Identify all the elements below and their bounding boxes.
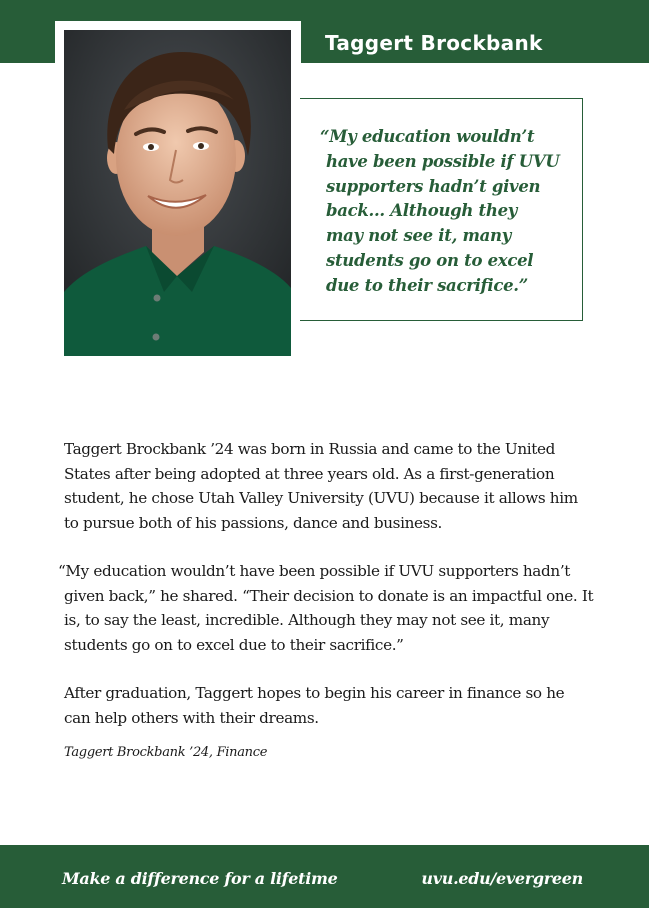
footer-url-link[interactable]: uvu.edu/evergreen — [421, 869, 583, 888]
caption: Taggert Brockbank ’24, Finance — [64, 745, 268, 760]
body-paragraph: “My education wouldn’t have been possible if UVU supporters hadn’t given back,” he shared. “Their decision to donate is an impactful one. It is, to say the least, incredible. Although they may not see it, many students go on to excel due to their sacrifice.” — [58, 562, 594, 654]
body-paragraph: Taggert Brockbank ’24 was born in Russia and came to the United States after being adopted at three years old. As a first-generation student, he chose Utah Valley University (UVU) because it allows him to pursue both of his passions, dance and business. — [64, 440, 578, 532]
body-text — [58, 437, 594, 754]
footer-band — [0, 845, 649, 908]
portrait-photo — [64, 30, 291, 356]
footer-tagline: Make a difference for a lifetime — [62, 869, 338, 888]
portrait-illustration-icon — [64, 30, 291, 356]
pull-quote: “My education wouldn’t have been possible if UVU supporters hadn’t given back... Although they may not see it, many students go on to excel due to their sacrifice.” — [320, 127, 560, 295]
body-paragraph: After graduation, Taggert hopes to begin his career in finance so he can help others with their dreams. — [64, 684, 565, 727]
page-title: Taggert Brockbank — [325, 31, 543, 55]
